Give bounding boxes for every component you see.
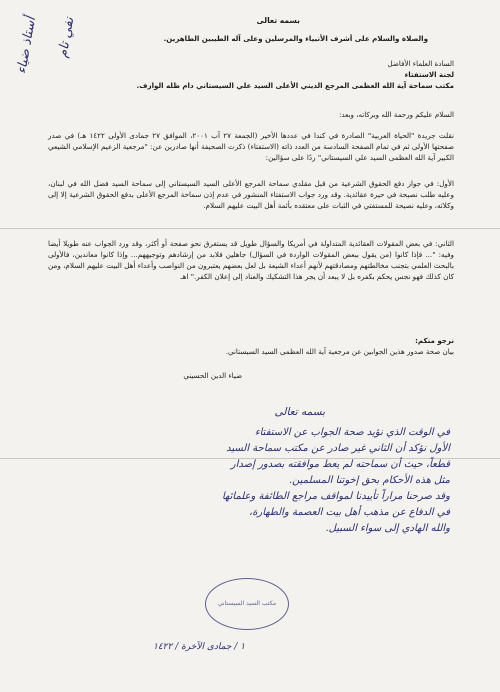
reply-line: وقد صرحنا مراراً تأييدنا لمواقف مراجع الطائفة وعلمائها [221,491,450,502]
salutation: والصلاة والسلام على أشرف الأنبياء والمرسلين وعلى آله الطيبين الطاهرين. [163,34,428,43]
greeting: السلام عليكم ورحمة الله وبركاته، وبعد: [339,110,454,119]
basmala: بسمه تعالى [256,16,300,25]
body-intro: نقلت جريدة "الحياة العربية" الصادرة في كندا في عددها الأخير (الجمعة ٢٧ آب ٢٠٠١، الموافق ٢٧ جمادى الأولى ١٤٢٢ هـ) في صدر صفحتها الأولى ثم في تمام الصفحة السادسة من العدد ذاته (الاستفتاء) ذكرت الصحيفة أنها صادرين عن: "مرجعية الزعيم الإسلامي الشيعي الكبير آية الله العظمى السيد علي السيستاني" ردًا على سؤالين: [47,131,455,163]
reply-line: والله الهادي إلى سواء السبيل. [325,523,450,534]
office-stamp [205,578,289,630]
request-label: نرجو منكم: [415,336,454,345]
recipient-line-3: مكتب سماحة آية الله العظمى المرجع الديني الأعلى السيد علي السيستاني دام ظله الوارف. [136,81,454,90]
stamp-text: مكتب السيد السيستاني [217,600,277,608]
margin-note-2: نفي تام [55,16,78,59]
handwritten-reply [55,425,450,537]
body-first-question: الأول: في جواز دفع الحقوق الشرعية من قبل مقلدي سماحة المرجع الأعلى السيد السيستاني إلى سماحة السيد فضل الله في لبنان، وعليه طلب نصيحة في حيرة عقائدية. وقد ورد جواب الاستفتاء المنشور في عدم إذن سماحة المرجع الأعلى بدفع الحقوق الشرعية إلا إلى وكلائه، وعليه نصيحة للمستفتي في الثبات على معتقده بأئمة أهل البيت عليهم السلام. [48,179,454,211]
margin-note-1: أستاذ ضياء [14,15,40,76]
reply-line: مثل هذه الأحكام بحق إخوتنا المسلمين. [288,475,450,486]
signature-name: ضياء الدين الحسيني [183,371,242,380]
reply-line: في الدفاع عن مذهب أهل بيت العصمة والطهارة، [248,507,450,518]
reply-line: قطعاً، حيث أن سماحته لم يعط موافقته بصدور إصدار [230,459,450,470]
request-text: بيان صحة صدور هذين الجوابين عن مرجعية آية الله العظمى السيد السيستاني. [225,347,454,356]
recipient-line-2: لجنة الاستفتاء [404,70,454,79]
reply-line: في الوقت الذي نؤيد صحة الجواب عن الاستفتاء [254,427,450,438]
fold-line [0,228,500,229]
body-second-question: الثاني: في بعض المقولات العقائدية المتداولة في أمريكا والسؤال طويل قد يستغرق نحو صفحة أو أكثر، وقد ورد الجواب عنه طويلا أيضا وفيه: "... فإذا كانوا (من يقول ببعض المقولات الواردة في السؤال) جاهلين فلابد من إرشادهم وتوجيههم... وإذا كانوا معاندين، فالأولى بالبحث العلمي بتجنب مخالطتهم ومصادقتهم لأنهم أعداء الشيعة بل لعل بعضهم يعتبرون من النواصب وأعداء أهل البيت عليهم السلام، ومن كان كذلك فهو نجس يحكم بكفره بل لا يبعد أن يجر هذا التشكيك والعناد إلى إعلان الكفر." اهـ [48,239,454,282]
reply-date: ١ / جمادى الآخرة / ١٤٢٢ [153,642,245,652]
reply-basmala: بسمه تعالى [274,406,325,418]
reply-line: الأول نؤكد أن الثاني غير صادر عن مكتب سماحة السيد [226,443,450,454]
recipient-line-1: السادة العلماء الأفاضل [387,59,454,68]
